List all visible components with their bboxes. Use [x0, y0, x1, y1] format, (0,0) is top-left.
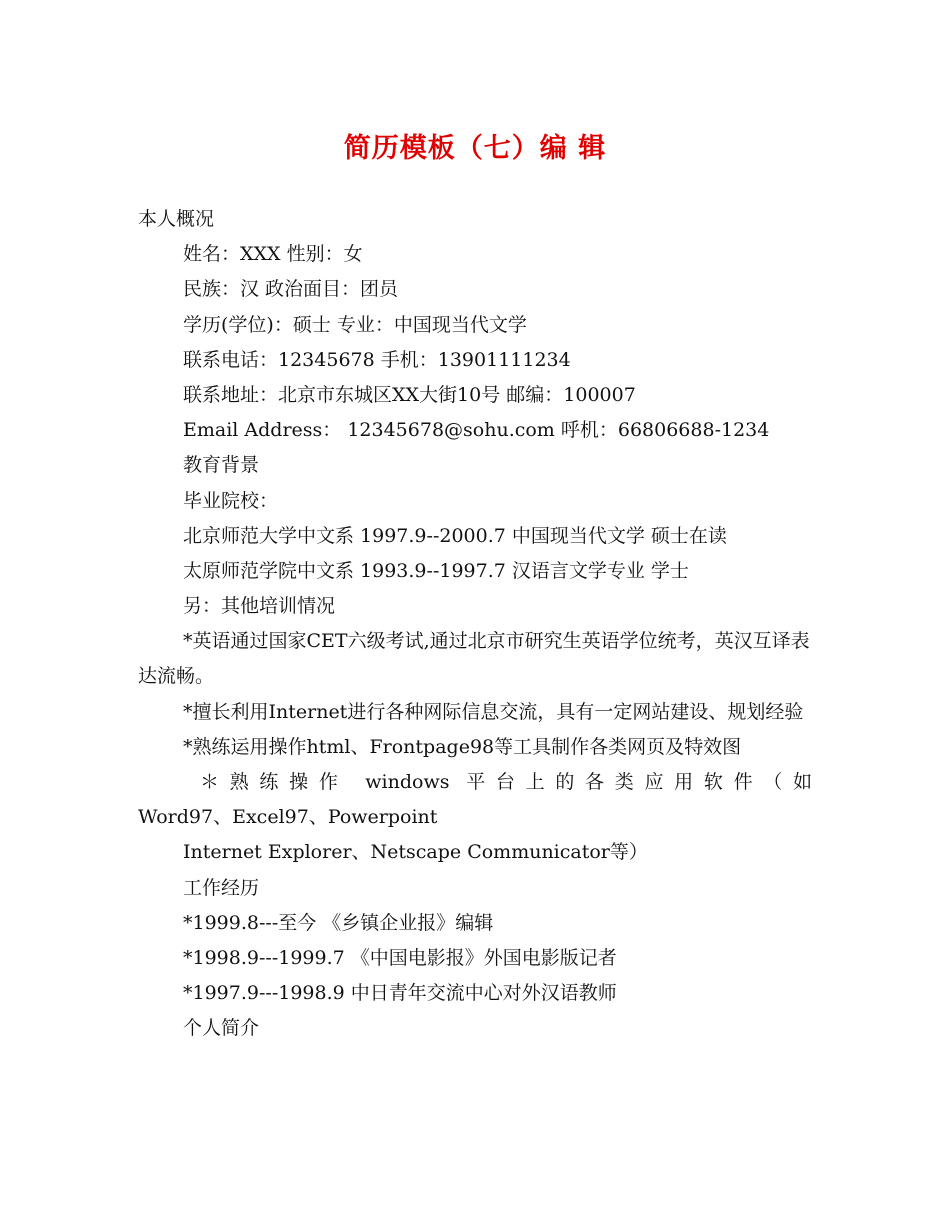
skill-item-software-continued: Internet Explorer、Netscape Communicator等） [183, 841, 648, 864]
section-heading-work: 工作经历 [183, 876, 260, 899]
skill-item-english: *英语通过国家CET六级考试,通过北京市研究生英语学位统考，英汉互译表达流畅。 [138, 630, 810, 688]
skill-item-internet: *擅长利用Internet进行各种网际信息交流，具有一定网站建设、规划经验 [183, 700, 804, 723]
work-entry: *1997.9---1998.9 中日青年交流中心对外汉语教师 [183, 982, 617, 1005]
skill-item-software: ＊熟练操作 windows 平台上的各类应用软件（如 [200, 771, 812, 794]
skill-item-software-continued: Word97、Excel97、Powerpoint [138, 806, 438, 829]
degree-major-line: 学历(学位)：硕士 专业：中国现当代文学 [183, 313, 527, 336]
email-pager-line: Email Address： 12345678@sohu.com 呼机：66806688-1234 [183, 419, 770, 442]
address-line: 联系地址：北京市东城区XX大街10号 邮编：100007 [183, 383, 636, 406]
document-body [138, 202, 812, 1047]
section-heading-overview: 本人概况 [138, 208, 215, 230]
section-heading-profile: 个人简介 [183, 1017, 260, 1040]
education-entry: 太原师范学院中文系 1993.9--1997.7 汉语言文学专业 学士 [183, 559, 689, 582]
ethnicity-politics-line: 民族：汉 政治面目：团员 [183, 278, 399, 301]
phone-line: 联系电话：12345678 手机：13901111234 [183, 348, 571, 371]
document-title: 简历模板（七）编 辑 [343, 133, 607, 164]
skill-item-webdesign: *熟练运用操作html、Frontpage98等工具制作各类网页及特效图 [183, 735, 742, 758]
work-entry: *1998.9---1999.7 《中国电影报》外国电影版记者 [183, 946, 617, 969]
education-entry: 北京师范大学中文系 1997.9--2000.7 中国现当代文学 硕士在读 [183, 524, 727, 547]
training-label: 另：其他培训情况 [183, 595, 336, 618]
section-heading-education: 教育背景 [183, 454, 260, 477]
name-gender-line: 姓名：XXX 性别：女 [183, 243, 363, 266]
work-entry: *1999.8---至今 《乡镇企业报》编辑 [183, 911, 494, 934]
school-label: 毕业院校： [183, 489, 279, 512]
